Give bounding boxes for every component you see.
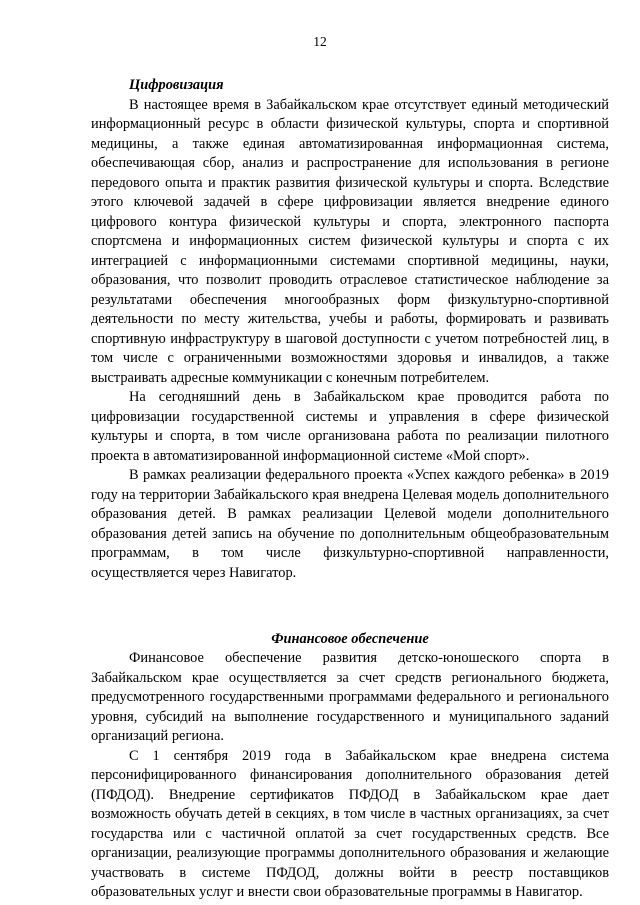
- paragraph: В рамках реализации федерального проекта «Успех каждого ребенка» в 2019 году на территории Забайкальского края внедрена Целевая модель дополнительного образования детей. В рамках реализации Целевой модели дополнительного образования детей запись на обучение по дополнительным общеобразовательным программам, в том числе физкультурно-спортивной направленности, осуществляется через Навигатор.: [91, 467, 609, 581]
- page-content: [91, 76, 609, 903]
- section-heading-digitalization: Цифровизация: [129, 77, 224, 93]
- page-number: 12: [313, 34, 327, 49]
- paragraph: На сегодняшний день в Забайкальском крае проводится работа по цифровизации государственной системы и управления в сфере физической культуры и спорта, в том числе организована работа по реализации пилотного проекта в автоматизированной информационной системе «Мой спорт».: [91, 389, 609, 464]
- paragraph: Финансовое обеспечение развития детско-юношеского спорта в Забайкальском крае осуществляется за счет средств регионального бюджета, предусмотренного государственными программами федерального и регионального уровня, субсидий на выполнение государственного и муниципального заданий организаций региона.: [91, 650, 609, 744]
- section-heading-financing: Финансовое обеспечение: [271, 630, 429, 647]
- paragraph: С 1 сентября 2019 года в Забайкальском крае внедрена система персонифицированного финансирования дополнительного образования детей (ПФДОД). Внедрение сертификатов ПФДОД в Забайкальском крае дает возможность обучать детей в секциях, в том числе в частных организациях, за счет государства или с частичной оплатой за счет государственных средств. Все организации, реализующие программы дополнительного образования и желающие участвовать в системе ПФДОД, должны войти в реестр поставщиков образовательных услуг и внести свои образовательные программы в Навигатор.: [91, 747, 609, 900]
- section-spacer: [91, 583, 609, 603]
- paragraph: В настоящее время в Забайкальском крае отсутствует единый методический информационный ресурс в области физической культуры, спорта и спортивной медицины, а также единая автоматизированная информационная система, обеспечивающая сбор, анализ и распространение для использования в регионе передового опыта и практик развития физической культуры и спорта. Вследствие этого ключевой задачей в сфере цифровизации является внедрение единого цифрового контура физической культуры и спорта, электронного паспорта спортсмена и информационных систем физической культуры и спорта с их интеграцией с информационными системами спортивной медицины, науки, образования, что позволит проводить отраслевое статистическое наблюдение за результатами обеспечения многообразных форм физкультурно-спортивной деятельности по месту жительства, учебы и работы, формировать и развивать спортивную инфраструктуру в шаговой доступности с учетом потребностей лиц, в том числе с ограниченными возможностями здоровья и инвалидов, а также выстраивать адресные коммуникации с конечным потребителем.: [91, 96, 609, 386]
